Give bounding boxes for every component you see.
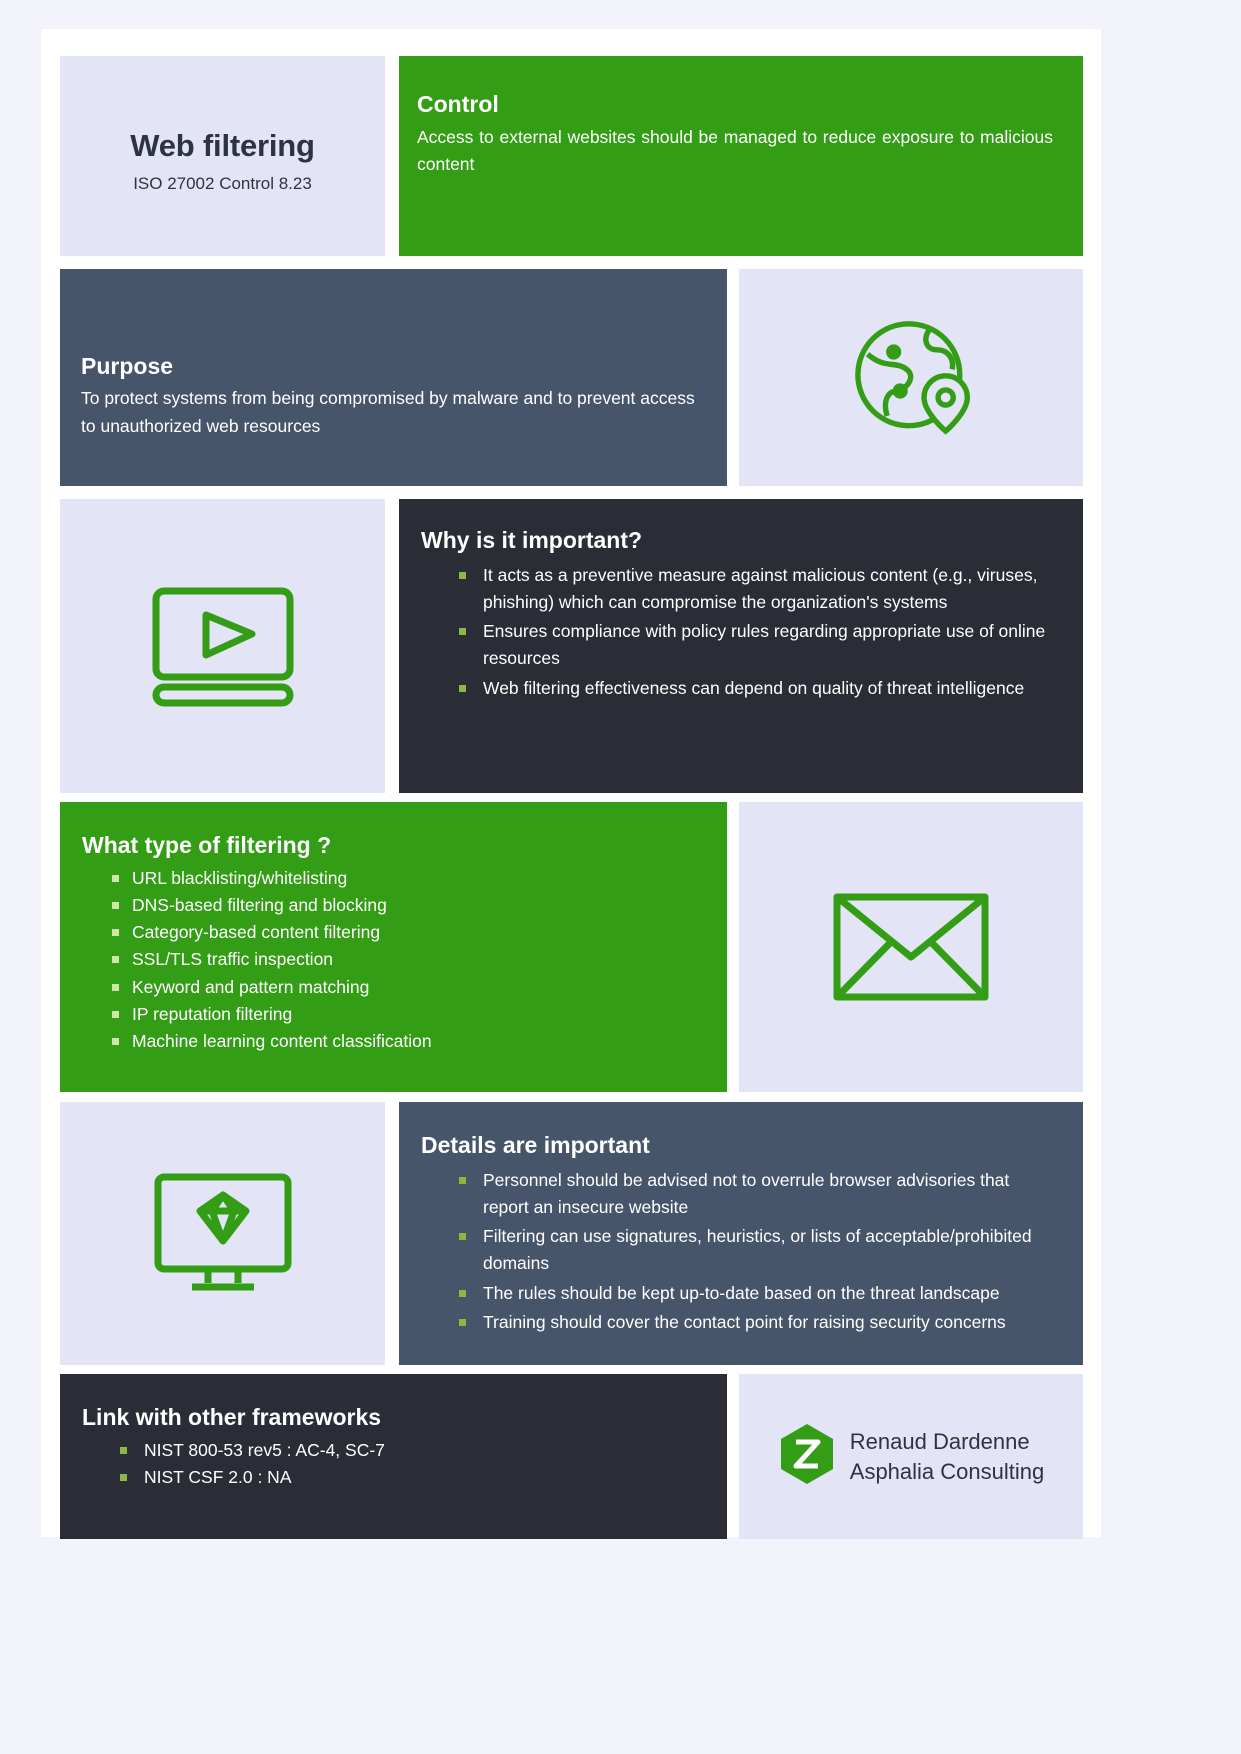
- details-heading: Details are important: [421, 1132, 650, 1158]
- control-heading: Control: [417, 91, 499, 117]
- purpose-heading: Purpose: [81, 353, 174, 379]
- list-item: DNS-based filtering and blocking: [108, 892, 703, 919]
- frameworks-panel: [60, 1374, 727, 1539]
- globe-location-icon: [739, 269, 1083, 486]
- list-item: Filtering can use signatures, heuristics, or lists of acceptable/prohibited domains: [455, 1223, 1059, 1277]
- filtering-panel: [60, 802, 727, 1092]
- infographic-page: [41, 29, 1101, 1537]
- envelope-icon: [739, 802, 1083, 1092]
- why-list: [421, 562, 1053, 702]
- list-item: Keyword and pattern matching: [108, 974, 703, 1001]
- signature-company: Asphalia Consulting: [849, 1458, 1045, 1484]
- video-icon-panel: [60, 499, 385, 793]
- infographic-grid: [41, 29, 1101, 1537]
- list-item: Training should cover the contact point for raising security concerns: [455, 1309, 1059, 1336]
- page-subtitle: ISO 27002 Control 8.23: [133, 174, 312, 193]
- list-item: It acts as a preventive measure against malicious content (e.g., viruses, phishing) which can compromise the organization's systems: [455, 562, 1053, 616]
- title-panel: [60, 56, 385, 256]
- list-item: Personnel should be advised not to overrule browser advisories that report an insecure website: [455, 1167, 1059, 1221]
- signature-name: Renaud Dardenne: [849, 1428, 1030, 1454]
- filtering-list: [82, 865, 703, 1055]
- frameworks-heading: Link with other frameworks: [82, 1404, 382, 1430]
- globe-icon-panel: [739, 269, 1083, 486]
- screen-icon-panel: [60, 1102, 385, 1365]
- list-item: SSL/TLS traffic inspection: [108, 946, 703, 973]
- mail-icon-panel: [739, 802, 1083, 1092]
- details-list: [421, 1167, 1059, 1336]
- control-panel: [399, 56, 1083, 256]
- list-item: URL blacklisting/whitelisting: [108, 865, 703, 892]
- list-item: NIST 800-53 rev5 : AC-4, SC-7: [116, 1437, 703, 1464]
- list-item: The rules should be kept up-to-date based on the threat landscape: [455, 1280, 1059, 1307]
- monitor-diamond-icon: [60, 1102, 385, 1365]
- details-panel: [399, 1102, 1083, 1365]
- purpose-text: To protect systems from being compromised by malware and to prevent access to unauthorized web resources: [81, 388, 695, 436]
- page-title: Web filtering: [130, 128, 315, 163]
- list-item: Category-based content filtering: [108, 919, 703, 946]
- purpose-panel: [60, 269, 727, 486]
- list-item: NIST CSF 2.0 : NA: [116, 1464, 703, 1491]
- list-item: IP reputation filtering: [108, 1001, 703, 1028]
- list-item: Ensures compliance with policy rules regarding appropriate use of online resources: [455, 618, 1053, 672]
- list-item: Machine learning content classification: [108, 1028, 703, 1055]
- filtering-heading: What type of filtering ?: [82, 832, 332, 858]
- list-item: Web filtering effectiveness can depend on quality of threat intelligence: [455, 675, 1053, 702]
- signature-text: [850, 1427, 1044, 1486]
- why-heading: Why is it important?: [421, 527, 643, 553]
- signature-panel: [739, 1374, 1083, 1539]
- asphalia-hexagon-logo: [778, 1422, 836, 1491]
- frameworks-list: [82, 1437, 703, 1491]
- video-player-icon: [60, 499, 385, 793]
- control-text: Access to external websites should be managed to reduce exposure to malicious content: [417, 127, 1053, 175]
- why-panel: [399, 499, 1083, 793]
